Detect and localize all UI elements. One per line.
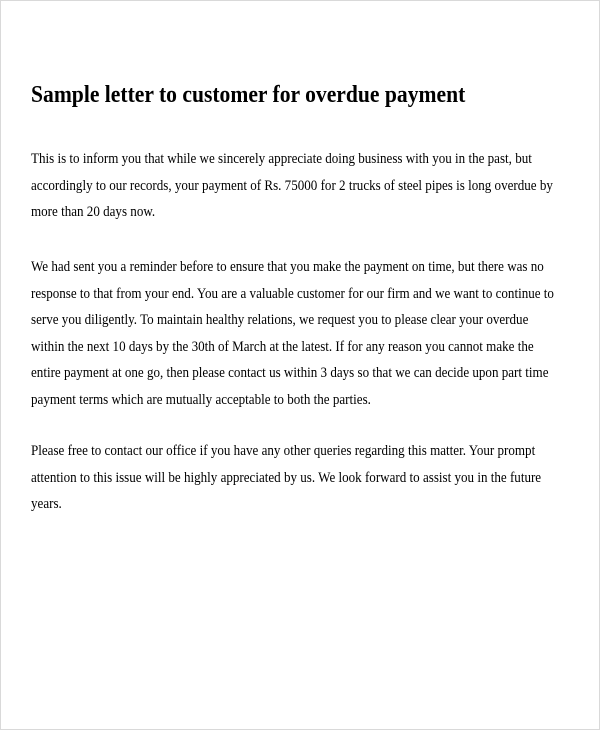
paragraph-line: more than 20 days now. [31, 204, 156, 220]
letter-paragraph-3 [31, 438, 582, 518]
paragraph-line: attention to this issue will be highly appreciated by us. We look forward to assist you in the future [31, 469, 542, 486]
letter-title: Sample letter to customer for overdue payment [31, 82, 466, 108]
paragraph-line: accordingly to our records, your payment of Rs. 75000 for 2 trucks of steel pipes is long overdue by [31, 177, 553, 194]
paragraph-line: Please free to contact our office if you have any other queries regarding this matter. Your prompt [31, 443, 536, 459]
letter-paragraph-1 [31, 146, 582, 226]
paragraph-line: years. [31, 496, 62, 512]
paragraph-line: entire payment at one go, then please contact us within 3 days so that we can decide upon part time [31, 365, 549, 381]
paragraph-line: response to that from your end. You are a valuable customer for our firm and we want to continue to [31, 285, 554, 302]
paragraph-line: serve you diligently. To maintain healthy relations, we request you to please clear your overdue [31, 312, 529, 328]
letter-paragraph-2 [31, 254, 582, 413]
paragraph-line: We had sent you a reminder before to ensure that you make the payment on time, but there was no [31, 259, 544, 275]
paragraph-line: payment terms which are mutually acceptable to both the parties. [31, 391, 371, 408]
paragraph-line: This is to inform you that while we sincerely appreciate doing business with you in the past, but [31, 151, 532, 167]
paragraph-line: within the next 10 days by the 30th of March at the latest. If for any reason you cannot make the [31, 338, 534, 355]
